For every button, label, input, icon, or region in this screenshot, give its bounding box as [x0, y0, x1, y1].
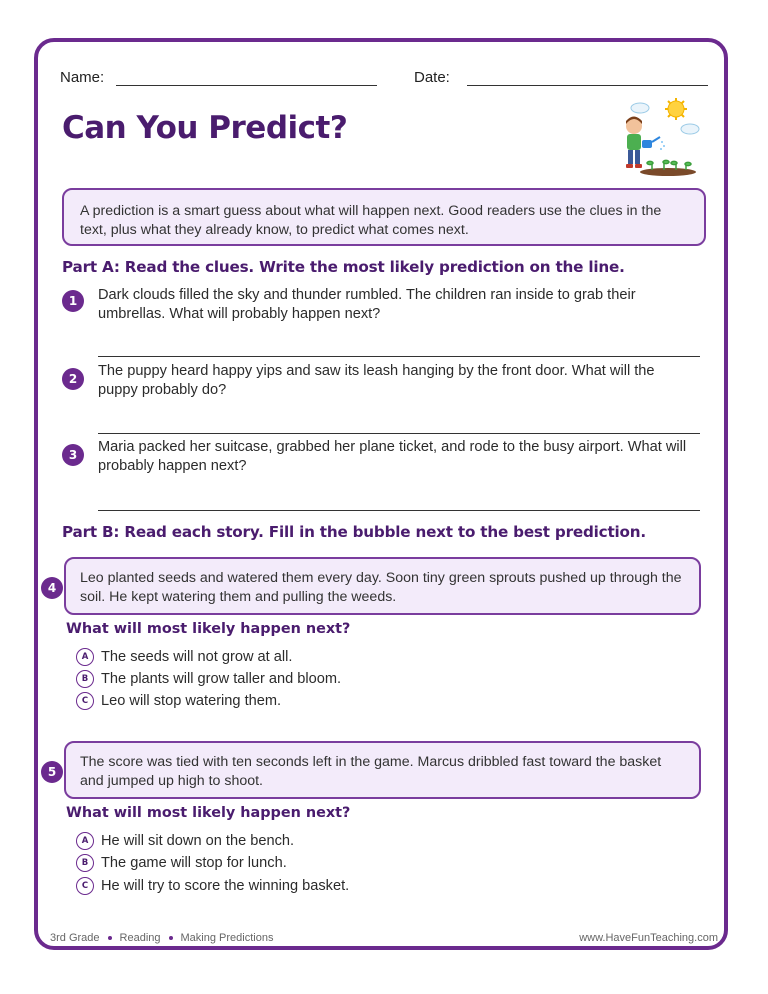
bubble-4a[interactable]: A [76, 648, 94, 666]
footer-tag-subject: Reading [119, 932, 161, 944]
date-label: Date: [414, 69, 450, 86]
question-text-3: Maria packed her suitcase, grabbed her plane ticket, and rode to the busy airport. What will probably happen next? [98, 439, 687, 474]
footer-site[interactable]: www.HaveFunTeaching.com [579, 932, 718, 944]
footer-tags [50, 932, 273, 944]
option-5a[interactable] [76, 832, 294, 852]
option-4b[interactable] [76, 670, 341, 690]
bubble-5c[interactable]: C [76, 877, 94, 895]
answer-line-2[interactable] [98, 433, 700, 434]
option-5b[interactable] [76, 854, 287, 874]
intro-box: A prediction is a smart guess about what will happen next. Good readers use the clues in the text, plus what they already know, to predict what comes next. [62, 188, 706, 246]
date-line[interactable] [467, 85, 708, 86]
name-label: Name: [60, 69, 105, 86]
option-text-5c: He will try to score the winning basket. [101, 878, 350, 894]
option-4c[interactable] [76, 692, 281, 712]
option-text-4b: The plants will grow taller and bloom. [101, 671, 342, 687]
name-line[interactable] [116, 85, 377, 86]
story-question-4: What will most likely happen next? [66, 621, 351, 637]
story-number-5: 5 [41, 761, 63, 783]
question-number-1: 1 [62, 290, 84, 312]
footer-tag-grade: 3rd Grade [50, 932, 100, 944]
story-number-4: 4 [41, 577, 63, 599]
option-text-4c: Leo will stop watering them. [101, 693, 282, 709]
option-5c[interactable] [76, 877, 349, 897]
story-question-5: What will most likely happen next? [66, 805, 351, 821]
story-box-4: Leo planted seeds and watered them every day. Soon tiny green sprouts pushed up through the soil. He kept watering them and pulling the weeds. [64, 557, 701, 615]
answer-line-1[interactable] [98, 356, 700, 357]
question-number-3: 3 [62, 444, 84, 466]
boy-watering-plants-illustration [612, 96, 706, 178]
option-4a[interactable] [76, 648, 292, 668]
bubble-4b[interactable]: B [76, 670, 94, 688]
part-b-heading: Part B: Read each story. Fill in the bubble next to the best prediction. [62, 523, 646, 541]
option-text-4a: The seeds will not grow at all. [101, 649, 293, 665]
footer-tag-topic: Making Predictions [180, 932, 274, 944]
question-number-2: 2 [62, 368, 84, 390]
question-text-2: The puppy heard happy yips and saw its leash hanging by the front door. What will the puppy probably do? [98, 363, 655, 398]
page-title: Can You Predict? [62, 110, 348, 146]
bubble-5a[interactable]: A [76, 832, 94, 850]
option-text-5a: He will sit down on the bench. [101, 833, 295, 849]
dot-icon [169, 936, 173, 940]
answer-line-3[interactable] [98, 510, 700, 511]
question-text-1: Dark clouds filled the sky and thunder rumbled. The children ran inside to grab their umbrellas. What will probably happen next? [98, 287, 636, 322]
bubble-4c[interactable]: C [76, 692, 94, 710]
story-box-5: The score was tied with ten seconds left in the game. Marcus dribbled fast toward the basket and jumped up high to shoot. [64, 741, 701, 799]
bubble-5b[interactable]: B [76, 854, 94, 872]
part-a-heading: Part A: Read the clues. Write the most likely prediction on the line. [62, 258, 625, 276]
option-text-5b: The game will stop for lunch. [101, 855, 287, 871]
dot-icon [108, 936, 112, 940]
